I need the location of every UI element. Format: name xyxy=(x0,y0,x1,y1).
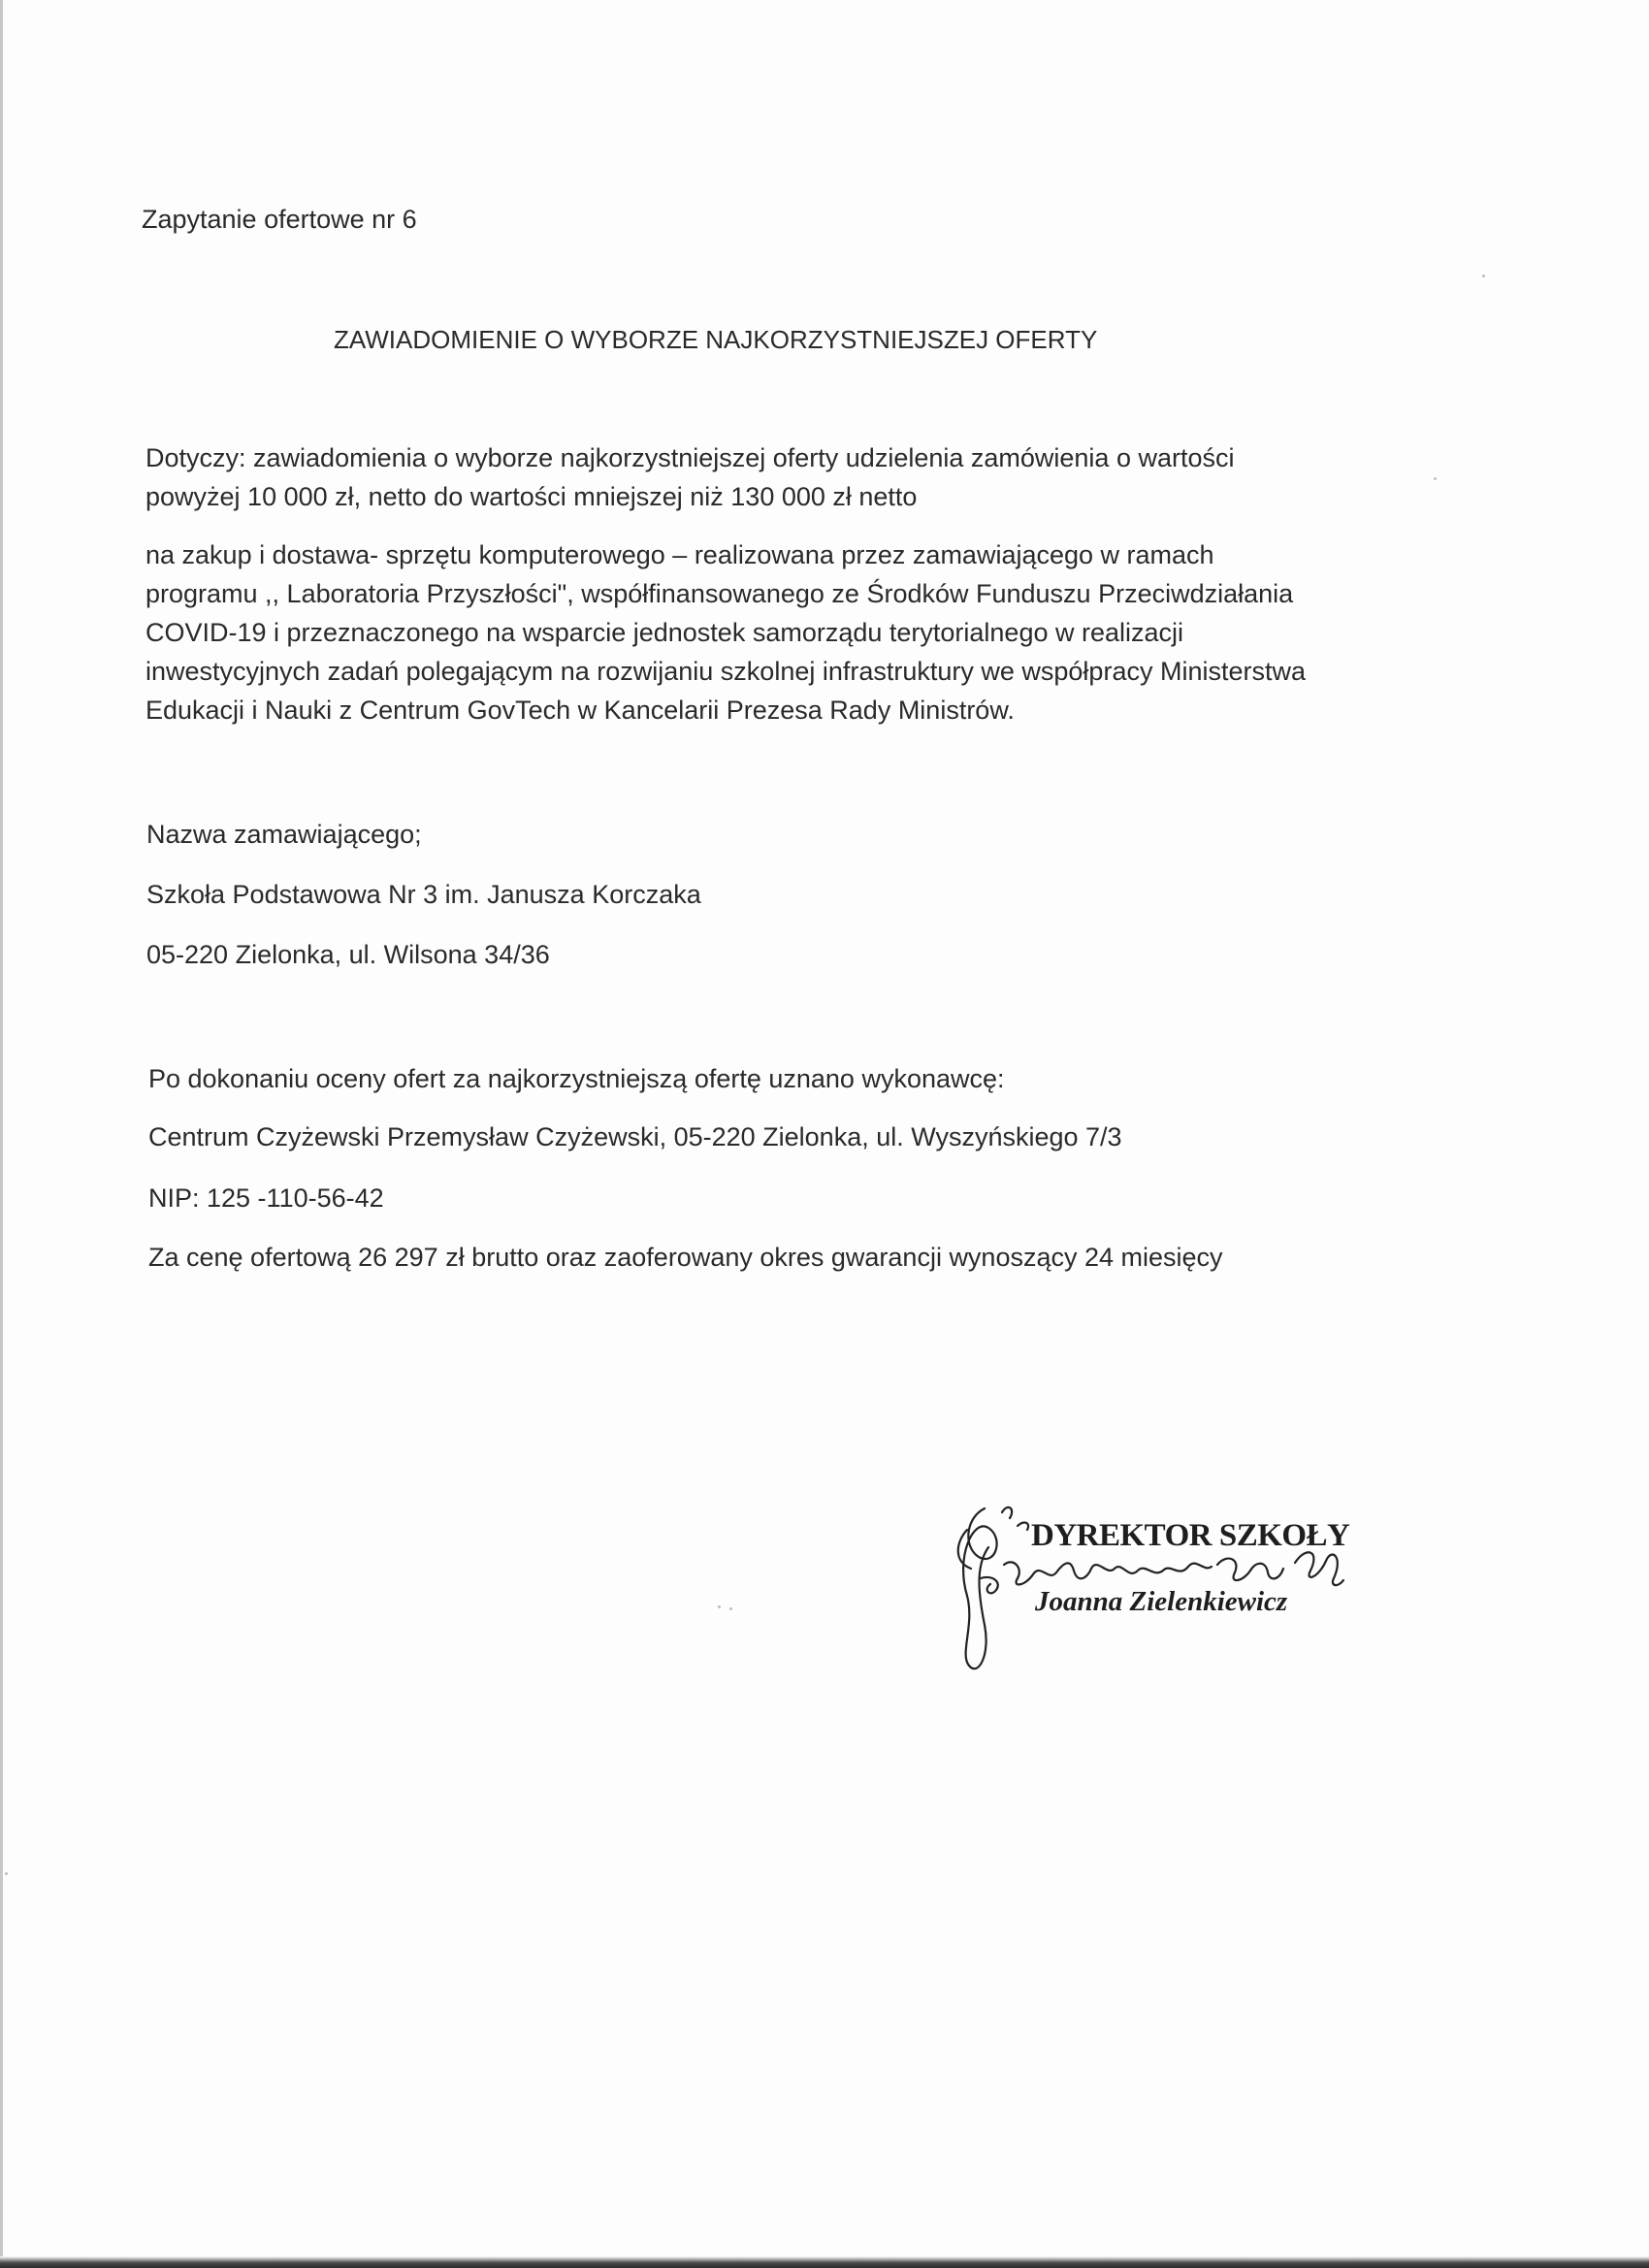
scan-edge-left xyxy=(0,0,3,2268)
contractor-nip: NIP: 125 -110-56-42 xyxy=(148,1183,384,1213)
scan-speck xyxy=(5,1872,8,1875)
stamp-name: Joanna Zielenkiewicz xyxy=(1035,1586,1288,1617)
scan-speck xyxy=(718,1605,721,1608)
signature-stamp xyxy=(946,1489,1363,1683)
subject-paragraph xyxy=(146,535,1368,729)
regarding-line-1: Dotyczy: zawiadomienia o wyborze najkorzystniejszej oferty udzielenia zamówienia o wartości xyxy=(146,443,1235,472)
ordering-party-address: 05-220 Zielonka, ul. Wilsona 34/36 xyxy=(146,940,550,969)
ordering-party-name: Szkoła Podstawowa Nr 3 im. Janusza Korczaka xyxy=(146,880,701,909)
scan-edge-bottom xyxy=(0,2256,1649,2268)
subject-line-1: na zakup i dostawa- sprzętu komputerowego – realizowana przez zamawiającego w ramach xyxy=(146,540,1214,569)
regarding-paragraph xyxy=(146,438,1368,516)
subject-line-5: Edukacji i Nauki z Centrum GovTech w Kancelarii Prezesa Rady Ministrów. xyxy=(146,696,1015,725)
scan-speck xyxy=(1482,275,1485,277)
regarding-line-2: powyżej 10 000 zł, netto do wartości mniejszej niż 130 000 zł netto xyxy=(146,482,918,511)
subject-line-3: COVID-19 i przeznaczonego na wsparcie jednostek samorządu terytorialnego w realizacji xyxy=(146,618,1184,647)
document-reference: Zapytanie ofertowe nr 6 xyxy=(142,205,417,234)
subject-line-2: programu ,, Laboratoria Przyszłości", współfinansowanego ze Środków Funduszu Przeciwdziałania xyxy=(146,579,1294,608)
subject-line-4: inwestycyjnych zadań polegającym na rozwijaniu szkolnej infrastruktury we współpracy Ministerstwa xyxy=(146,657,1306,686)
scan-speck xyxy=(729,1607,732,1610)
evaluation-statement: Po dokonaniu oceny ofert za najkorzystniejszą ofertę uznano wykonawcę: xyxy=(148,1064,1005,1093)
offer-price: Za cenę ofertową 26 297 zł brutto oraz zaoferowany okres gwarancji wynoszący 24 miesięcy xyxy=(148,1243,1223,1272)
contractor-details: Centrum Czyżewski Przemysław Czyżewski, 05-220 Zielonka, ul. Wyszyńskiego 7/3 xyxy=(148,1122,1122,1151)
ordering-party-label: Nazwa zamawiającego; xyxy=(146,820,422,849)
handwritten-signature xyxy=(946,1489,1363,1683)
document-title: ZAWIADOMIENIE O WYBORZE NAJKORZYSTNIEJSZEJ OFERTY xyxy=(334,325,1098,354)
stamp-title: DYREKTOR SZKOŁY xyxy=(1031,1518,1350,1553)
scan-speck xyxy=(1434,477,1437,480)
